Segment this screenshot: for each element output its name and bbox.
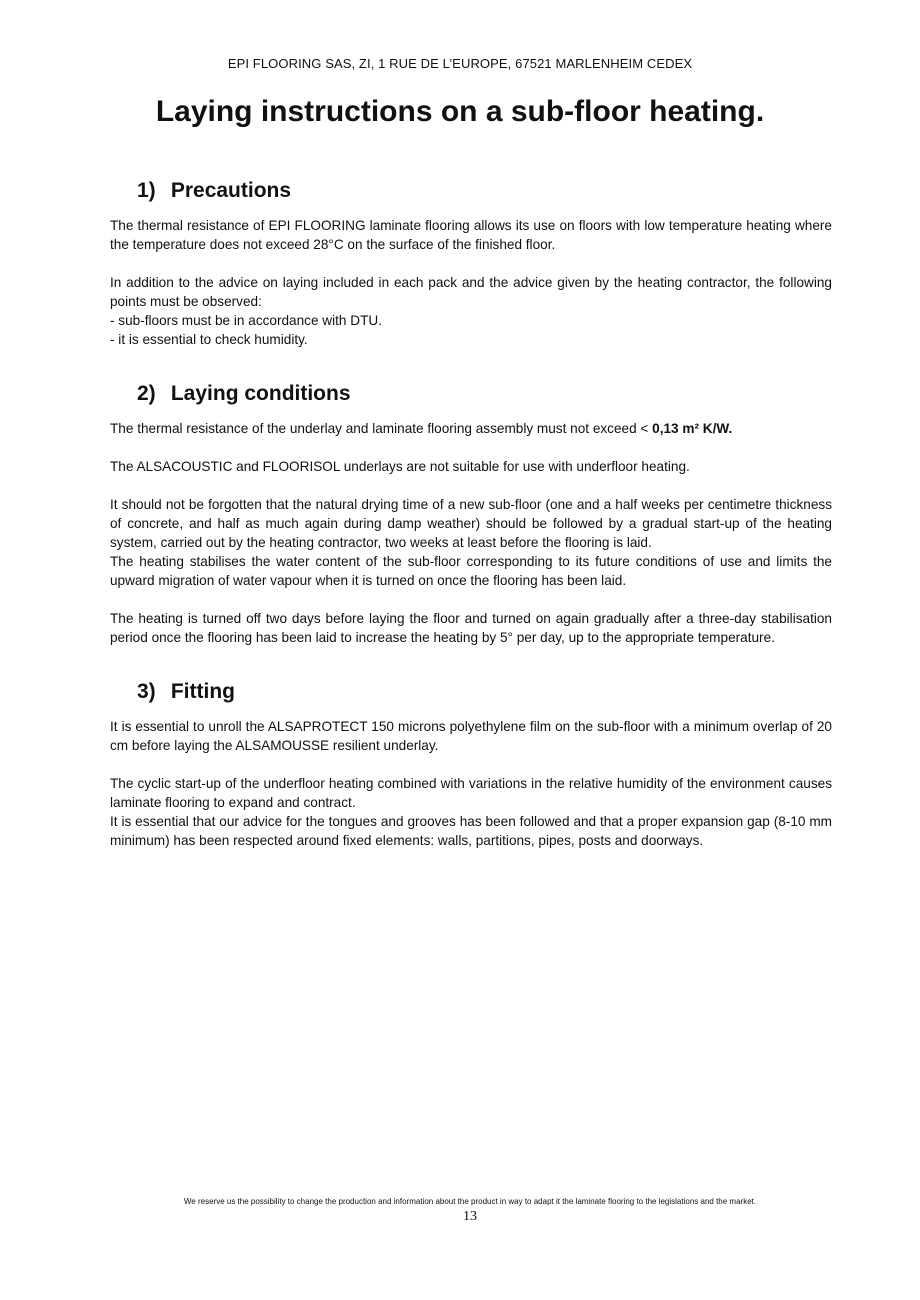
list-item: - sub-floors must be in accordance with DTU.	[110, 313, 382, 328]
section-heading	[110, 675, 832, 709]
paragraph: The ALSACOUSTIC and FLOORISOL underlays are not suitable for use with underfloor heating.	[110, 459, 690, 474]
section-heading	[110, 174, 832, 208]
section-precautions	[110, 174, 832, 349]
document-body	[110, 174, 832, 850]
section-title: Fitting	[170, 680, 235, 703]
section-title: Precautions	[170, 179, 292, 202]
footer-disclaimer: We reserve us the possibility to change the production and information about the product in way to adapt it the laminate flooring to the legislations and the market.	[183, 1197, 757, 1206]
paragraph: It is essential to unroll the ALSAPROTECT 150 microns polyethylene film on the sub-floor with a minimum overlap of 20 cm before laying the ALSAMOUSSE resilient underlay.	[110, 719, 832, 753]
list-item: - it is essential to check humidity.	[110, 332, 308, 347]
section-number: 2)	[137, 382, 156, 405]
page-number: 13	[463, 1209, 477, 1224]
section-laying-conditions	[110, 377, 832, 647]
paragraph: It should not be forgotten that the natural drying time of a new sub-floor (one and a half weeks per centimetre thickness of concrete, and half as much again during damp weather) should be followed by a gradual start-up of the heating system, carried out by the heating contractor, two weeks at least before the flooring is laid.	[110, 497, 832, 550]
paragraph: The heating is turned off two days before laying the floor and turned on again gradually after a three-day stabilisation period once the flooring has been laid to increase the heating by 5° per day, up to the appropriate temperature.	[110, 611, 832, 645]
thermal-resistance-value: 0,13 m² K/W.	[652, 421, 733, 436]
paragraph: The thermal resistance of EPI FLOORING laminate flooring allows its use on floors with low temperature heating where the temperature does not exceed 28°C on the surface of the finished floor.	[110, 218, 832, 252]
company-address-header: EPI FLOORING SAS, ZI, 1 RUE DE L’EUROPE, 67521 MARLENHEIM CEDEX	[227, 56, 693, 71]
paragraph: In addition to the advice on laying included in each pack and the advice given by the heating contractor, the following points must be observed:	[110, 275, 832, 309]
paragraph: The heating stabilises the water content of the sub-floor corresponding to its future conditions of use and limits the upward migration of water vapour when it is turned on once the flooring has been laid.	[110, 554, 832, 588]
section-fitting	[110, 675, 832, 850]
section-title: Laying conditions	[170, 382, 351, 405]
section-heading	[110, 377, 832, 411]
document-title: Laying instructions on a sub-floor heating.	[155, 95, 765, 128]
paragraph-text: The thermal resistance of the underlay and laminate flooring assembly must not exceed <	[110, 421, 653, 436]
paragraph: The cyclic start-up of the underfloor heating combined with variations in the relative humidity of the environment causes laminate flooring to expand and contract.	[110, 776, 832, 810]
section-number: 3)	[137, 680, 156, 703]
paragraph	[110, 419, 832, 438]
paragraph: It is essential that our advice for the tongues and grooves has been followed and that a proper expansion gap (8-10 mm minimum) has been respected around fixed elements: walls, partitions, pipes, posts and doorways.	[110, 814, 832, 848]
section-number: 1)	[137, 179, 156, 202]
